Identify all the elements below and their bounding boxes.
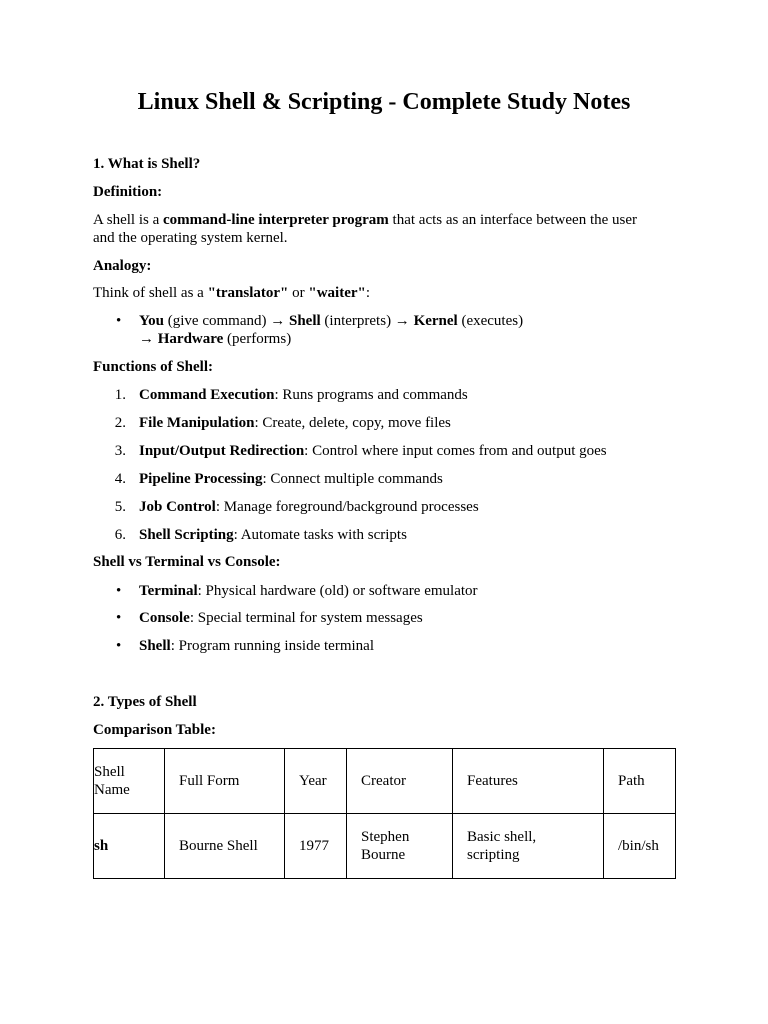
flow-hardware: Hardware [157, 331, 224, 347]
cell-text: Basic shell, [467, 829, 537, 845]
function-desc: : Automate tasks with scripts [233, 527, 407, 543]
header-cell-path: Path [604, 749, 676, 814]
list-item [139, 386, 468, 404]
definition-label: Definition: [93, 184, 163, 200]
flow-kernel: Kernel [413, 313, 458, 329]
vs-desc: : Program running inside terminal [170, 638, 374, 654]
list-item-number: 2. [114, 415, 126, 431]
vs-desc: : Physical hardware (old) or software emulator [197, 583, 478, 599]
function-term: Shell Scripting [139, 527, 234, 543]
function-desc: : Control where input comes from and output goes [304, 443, 607, 459]
bullet-icon: • [116, 583, 122, 599]
bullet-icon: • [116, 638, 122, 654]
page-title: Linux Shell & Scripting - Complete Study Notes [137, 89, 631, 115]
header-cell-shell-name [94, 749, 165, 814]
function-desc: : Manage foreground/background processes [215, 499, 479, 515]
flow-hardware-desc: (performs) [223, 331, 292, 347]
list-item-number: 4. [114, 471, 126, 487]
list-item [139, 637, 374, 655]
cell-text: Bourne [361, 847, 406, 863]
table-header-row [94, 749, 676, 814]
cell-text: scripting [467, 847, 520, 863]
header-cell-year: Year [285, 749, 347, 814]
analogy-pre: Think of shell as a [93, 285, 208, 301]
vs-term: Terminal [139, 583, 198, 599]
list-item-number: 1. [114, 387, 126, 403]
function-term: File Manipulation [139, 415, 255, 431]
cell-shell: sh [94, 814, 165, 879]
flow-you-desc: (give command) → [164, 313, 289, 329]
analogy-text [93, 284, 370, 302]
definition-line-2: and the operating system kernel. [93, 230, 288, 246]
list-item [139, 470, 443, 488]
analogy-label: Analogy: [93, 258, 152, 274]
list-item-number: 3. [114, 443, 126, 459]
list-item [139, 582, 478, 600]
list-item [139, 609, 423, 627]
flow-shell-desc: (interprets) → [320, 313, 414, 329]
header-text: Name [94, 782, 130, 798]
header-cell-full-form: Full Form [165, 749, 285, 814]
comparison-table [93, 748, 676, 879]
list-item [139, 526, 407, 544]
cell-year: 1977 [285, 814, 347, 879]
cell-full-form: Bourne Shell [165, 814, 285, 879]
analogy-waiter: "waiter" [308, 285, 366, 301]
cell-creator [347, 814, 453, 879]
section-heading-what-is-shell: 1. What is Shell? [93, 156, 201, 172]
list-item [139, 414, 451, 432]
list-item-number: 5. [114, 499, 126, 515]
flow-kernel-desc: (executes) [457, 313, 524, 329]
vs-term: Shell [139, 638, 171, 654]
definition-text-pre: A shell is a [93, 212, 163, 228]
bullet-icon: • [116, 313, 122, 329]
analogy-mid: or [288, 285, 309, 301]
function-term: Job Control [139, 499, 216, 515]
function-desc: : Create, delete, copy, move files [254, 415, 451, 431]
function-term: Input/Output Redirection [139, 443, 305, 459]
header-cell-features: Features [453, 749, 604, 814]
cell-path: /bin/sh [604, 814, 676, 879]
definition-line-1 [93, 211, 637, 229]
list-item [139, 498, 479, 516]
header-cell-creator: Creator [347, 749, 453, 814]
flow-line-2 [139, 330, 291, 348]
analogy-translator: "translator" [207, 285, 289, 301]
flow-you: You [139, 313, 165, 329]
flow-line-1 [139, 312, 523, 330]
vs-term: Console [139, 610, 190, 626]
section-heading-types-of-shell: 2. Types of Shell [93, 694, 197, 710]
function-term: Command Execution [139, 387, 275, 403]
list-item-number: 6. [114, 527, 126, 543]
definition-text-post: that acts as an interface between the user [388, 212, 638, 228]
function-term: Pipeline Processing [139, 471, 263, 487]
analogy-post: : [365, 285, 371, 301]
table-row [94, 814, 676, 879]
cell-features [453, 814, 604, 879]
flow-arrow: → [139, 331, 158, 347]
definition-text-bold: command-line interpreter program [163, 212, 389, 228]
functions-label: Functions of Shell: [93, 359, 214, 375]
bullet-icon: • [116, 610, 122, 626]
shell-vs-terminal-label: Shell vs Terminal vs Console: [93, 554, 281, 570]
function-desc: : Runs programs and commands [274, 387, 468, 403]
flow-shell: Shell [288, 313, 321, 329]
comparison-table-label: Comparison Table: [93, 722, 216, 738]
function-desc: : Connect multiple commands [262, 471, 443, 487]
vs-desc: : Special terminal for system messages [189, 610, 423, 626]
list-item [139, 442, 607, 460]
header-text: Shell [94, 764, 125, 780]
cell-text: Stephen [361, 829, 410, 845]
